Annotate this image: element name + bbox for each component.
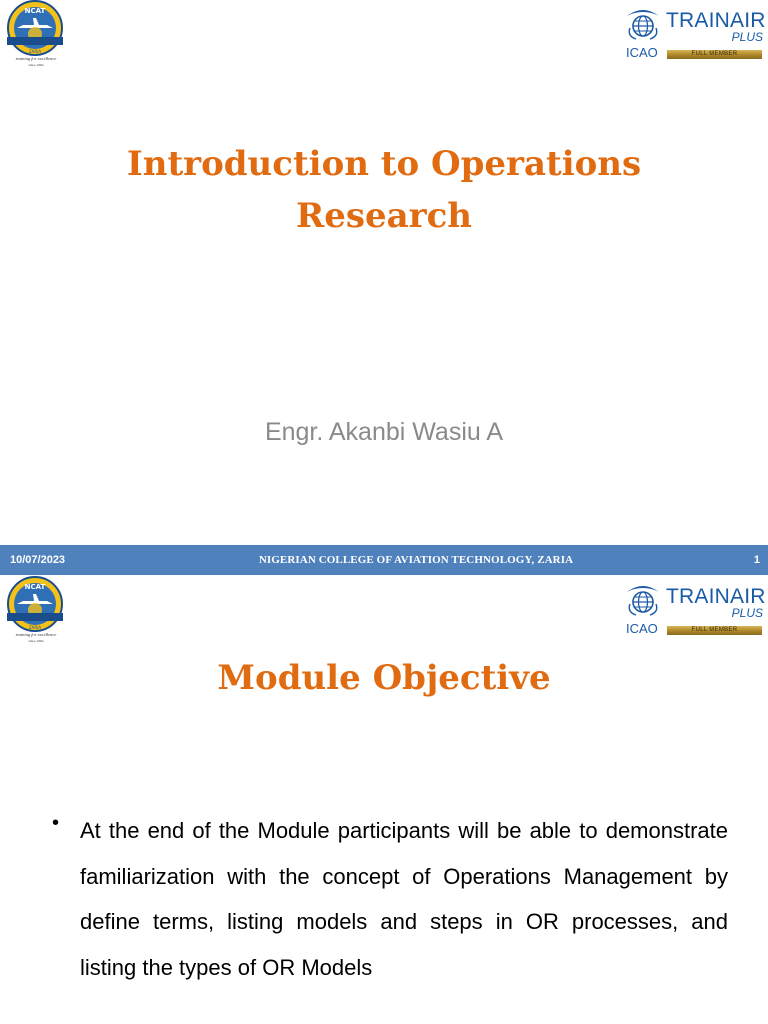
icao-label: ICAO [626,45,658,60]
trainair-brand: TRAINAIR [666,585,766,608]
ncat-tagline: training for excellence [15,56,57,61]
full-member-badge: FULL MEMBER [667,50,762,59]
icao-label: ICAO [626,621,658,636]
ncat-since: since 1964 [28,639,44,643]
icao-globe-icon [624,582,662,618]
full-member-badge: FULL MEMBER [667,626,762,635]
trainair-plus: PLUS [731,606,763,620]
ncat-logo-text: NCAT [24,583,46,591]
footer-college: NIGERIAN COLLEGE OF AVIATION TECHNOLOGY, ZARIA [258,554,574,566]
slide-title: Introduction to Operations Research [126,144,642,236]
icao-globe-icon [624,6,662,42]
ncat-logo-text: NCAT [24,7,46,15]
bullet-item: At the end of the Module participants will be able to demonstrate familiarization with the concept of Operations Management by define terms, listing models and steps in OR processes, and listing the types of OR Models [80,818,728,980]
trainair-plus: PLUS [731,30,763,44]
slide-title: Module Objective [217,658,551,698]
bullet-marker: • [52,812,60,834]
ncat-emblem-icon [3,0,67,58]
author-name: Engr. Akanbi Wasiu A [264,418,504,446]
ncat-emblem-icon [3,576,67,634]
ncat-logo-location: ZARIA [28,625,42,630]
ncat-tagline: training for excellence [15,632,57,637]
footer-date: 10/07/2023 [10,554,66,566]
ncat-since: since 1964 [28,63,44,67]
footer-page-number: 1 [753,554,760,566]
trainair-logo [624,582,764,640]
slide-2 [0,576,768,1024]
trainair-logo [624,6,764,64]
trainair-brand: TRAINAIR [666,9,766,32]
ncat-logo-location: ZARIA [28,49,42,54]
slide-footer [0,545,768,575]
